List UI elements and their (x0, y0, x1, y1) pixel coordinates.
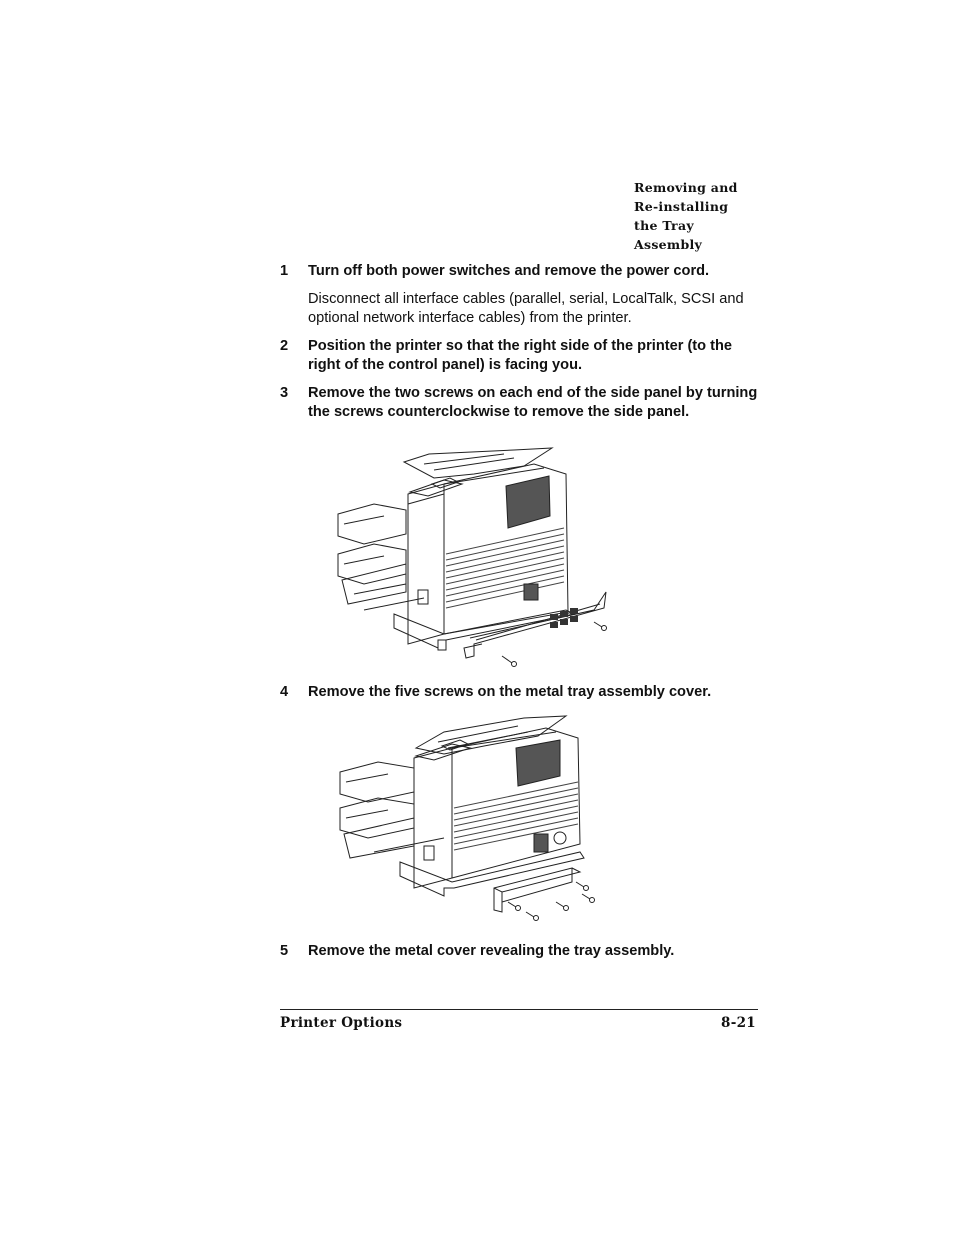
step-text: Remove the five screws on the metal tray assembly cover. (308, 684, 712, 700)
step-number: 3 (280, 385, 289, 401)
section-heading-line: Assembly (634, 237, 703, 252)
footer-page-number: 8-21 (721, 1015, 756, 1031)
section-heading-line: Removing and (634, 180, 738, 195)
section-heading-line: the Tray (634, 218, 694, 233)
figure-metal-cover-screws (334, 712, 614, 932)
section-heading-line: Re-installing (634, 199, 729, 214)
footer-chapter-title: Printer Options (280, 1015, 403, 1031)
step-text: Position the printer so that the right side of the printer (to the right of the control panel) is facing you. (308, 338, 733, 373)
step-1-note: Disconnect all interface cables (parallel, serial, LocalTalk, SCSI and optional network interface cables) from the printer. (308, 291, 744, 326)
step-text: Remove the two screws on each end of the side panel by turning the screws counterclockwise to remove the side panel. (308, 385, 758, 420)
step-text: Turn off both power switches and remove the power cord. (308, 263, 710, 279)
step-number: 4 (280, 684, 289, 700)
step-number: 5 (280, 943, 289, 959)
section-heading (634, 178, 764, 254)
step-number: 1 (280, 263, 289, 279)
footer-rule (280, 1009, 758, 1010)
step-number: 2 (280, 338, 289, 354)
step-text: Remove the metal cover revealing the tray assembly. (308, 943, 675, 959)
figure-remove-side-panel (334, 444, 614, 674)
